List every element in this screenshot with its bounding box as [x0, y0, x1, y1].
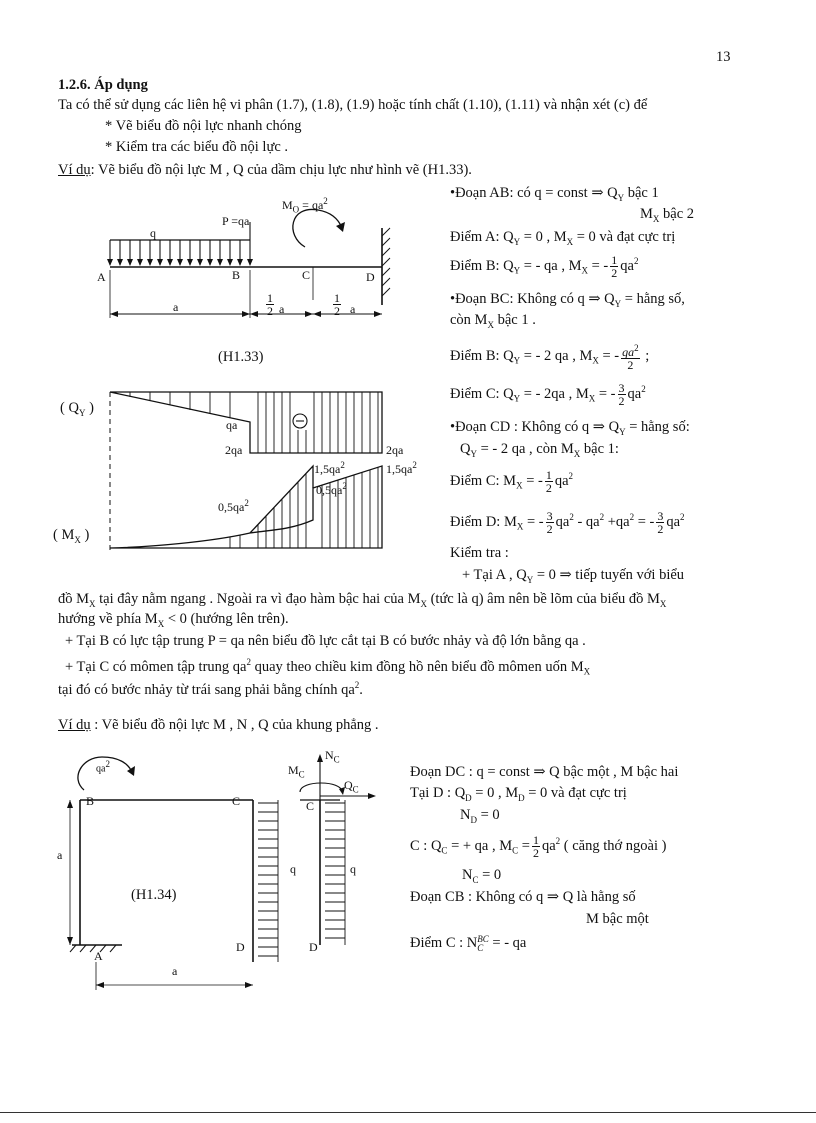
point-a-text: Điểm A: $Q_Y = 0$ , $M_X = 0$ và đạt cực trị — [450, 229, 676, 247]
frame-d: D — [236, 940, 245, 954]
seg-bc-2: còn $M_X$ bậc 1 . — [450, 312, 536, 330]
fig-caption-h133: (H1.33) — [218, 349, 264, 365]
dim-half-bc-a: a — [279, 302, 285, 316]
intro-text: Ta có thể sử dụng các liên hệ vi phân (1.7), (1.8), (1.9) hoặc tính chất (1.10), (1.11) và nhận xét (c) để — [58, 97, 648, 113]
frame-a-vertical: a — [57, 848, 63, 862]
dim-half-cd-a: a — [350, 302, 356, 316]
qy-qa: qa — [226, 418, 238, 432]
ex2-cb: Đoạn CB : Không có q ⇒ Q là hằng số — [410, 889, 636, 905]
fb-qc: $Q_C$ — [344, 778, 359, 795]
point-d-text: Điểm D: $M_X$ = - $\frac{3}{2}$ $qa^2 - qa^2 +qa^2$ = - $\frac{3}{2}$ $qa^2$ — [450, 509, 685, 536]
bullet-2: * Kiểm tra các biểu đồ nội lực . — [105, 139, 289, 155]
ex2-td: Tại D : $Q_D = 0$ , $M_D = 0$ và đạt cực trị — [410, 785, 627, 803]
moment-hatch — [230, 467, 378, 548]
qy-2qa-right: 2qa — [386, 443, 404, 457]
para-line-2: hướng về phía $M_X < 0$ (hướng lên trên). — [58, 611, 289, 629]
point-b: B — [232, 268, 241, 282]
seg-ab-m: $M_X$ bậc 2 — [640, 206, 695, 224]
point-d: D — [366, 270, 375, 284]
frame-b: B — [86, 794, 95, 808]
para-line-5: tại đó có bước nhảy từ trái sang phải bằng chính $qa^2$. — [58, 680, 363, 698]
bottom-rule — [0, 1112, 816, 1113]
mx-15-right: $1,5qa^2$ — [386, 460, 417, 476]
fb-mc: $M_C$ — [288, 763, 305, 780]
frame-load-arrows — [258, 800, 278, 962]
fb-d: D — [309, 940, 318, 954]
check-label: Kiểm tra : — [450, 545, 509, 561]
qy-2qa-left: 2qa — [225, 443, 243, 457]
frame-a: A — [94, 949, 103, 963]
ex2-nc: $N_C = 0$ — [462, 867, 502, 885]
example1-line: Ví dụ: Vẽ biểu đồ nội lực M , Q của dầm chịu lực như hình vẽ (H1.33). — [58, 162, 472, 178]
ex2-c: C : $Q_C$ = + qa , $M_C$ = $\frac{1}{2}$ $qa^2$ ( căng thớ ngoài ) — [410, 833, 667, 860]
m0-label: $M_O = qa^2$ — [282, 196, 328, 215]
frame-c: C — [232, 794, 241, 808]
frame-qa2: $qa^2$ — [96, 759, 110, 775]
mx-05-left: $0,5qa^2$ — [316, 481, 347, 497]
seg-ab: •Đoạn AB: có q = const ⇒ $Q_Y$ bậc 1 — [450, 185, 659, 203]
point-c: C — [302, 268, 311, 282]
bullet-1: * Vẽ biểu đồ nội lực nhanh chóng — [105, 118, 302, 134]
frame-q: q — [290, 862, 296, 876]
q-label: q — [150, 226, 156, 240]
frame-a-horizontal: a — [172, 964, 178, 978]
check-a: + Tại A , $Q_Y = 0$ ⇒ tiếp tuyến với biểu — [462, 567, 685, 585]
shear-hatch — [130, 392, 378, 453]
para-line-1: đồ $M_X$ tại đây nằm ngang . Ngoài ra vì đạo hàm bậc hai của $M_X$ (tức là q) âm nên bề lõm của biểu đồ $M_X$ — [58, 591, 667, 609]
fb-q: q — [350, 862, 356, 876]
para-line-4: + Tại C có mômen tập trung $qa^2$ quay theo chiều kim đồng hồ nên biểu đồ mômen uốn $M_X$ — [65, 657, 591, 677]
seg-bc: •Đoạn BC: Không có q ⇒ $Q_Y$ = hằng số, — [450, 291, 685, 309]
fb-nc: $N_C$ — [325, 748, 340, 765]
qy-label: ( $Q_Y$ ) — [60, 400, 94, 418]
dim-half-bc: $\frac{1}{2}$ — [267, 291, 273, 318]
seg-cd-2: $Q_Y$ = - 2 qa , còn $M_X$ bậc 1: — [460, 441, 619, 459]
ex2-nd: $N_D = 0$ — [460, 807, 500, 825]
mx-15-left: $1,5qa^2$ — [314, 460, 345, 476]
point-b2-text: Điểm B: $Q_Y$ = - 2 qa , $M_X$ = - $\frac{qa^2}{2}$ ; — [450, 343, 650, 372]
page-number: 13 — [716, 49, 731, 65]
section-heading: 1.2.6. Áp dụng — [58, 77, 148, 93]
point-a: A — [97, 270, 106, 284]
para-line-3: + Tại B có lực tập trung P = qa nên biểu đồ lực cắt tại B có bước nhảy và độ lớn bằng qa . — [65, 633, 586, 649]
fig-caption-h134: (H1.34) — [131, 887, 177, 903]
p-label: P =qa — [222, 214, 250, 228]
fb-c: C — [306, 799, 315, 813]
mx-05: $0,5qa^2$ — [218, 498, 249, 514]
mx-label: ( $M_X$ ) — [53, 527, 90, 545]
dim-a: a — [173, 300, 179, 314]
point-b-text: Điểm B: $Q_Y$ = - qa , $M_X$ = - $\frac{1}{2}$ $qa^2$ — [450, 253, 639, 280]
shear-diagram — [110, 392, 382, 453]
dim-half-cd: $\frac{1}{2}$ — [334, 291, 340, 318]
ex2-cb-2: M bậc một — [586, 911, 649, 927]
point-c2-text: Điểm C: $M_X$ = - $\frac{1}{2}$ $qa^2$ — [450, 468, 574, 495]
moment-arrow — [293, 209, 342, 247]
seg-cd: •Đoạn CD : Không có q ⇒ $Q_Y$ = hằng số: — [450, 419, 690, 437]
point-c-text: Điểm C: $Q_Y$ = - 2qa , $M_X$ = - $\frac{3}{2}$ $qa^2$ — [450, 381, 646, 408]
ex2-dc: Đoạn DC : q = const ⇒ Q bậc một , M bậc hai — [410, 764, 679, 780]
ex2-point-c: Điểm C : N BC C = - qa — [410, 933, 527, 953]
example2-line: Ví dụ : Vẽ biểu đồ nội lực M , N , Q của khung phẳng . — [58, 717, 379, 733]
